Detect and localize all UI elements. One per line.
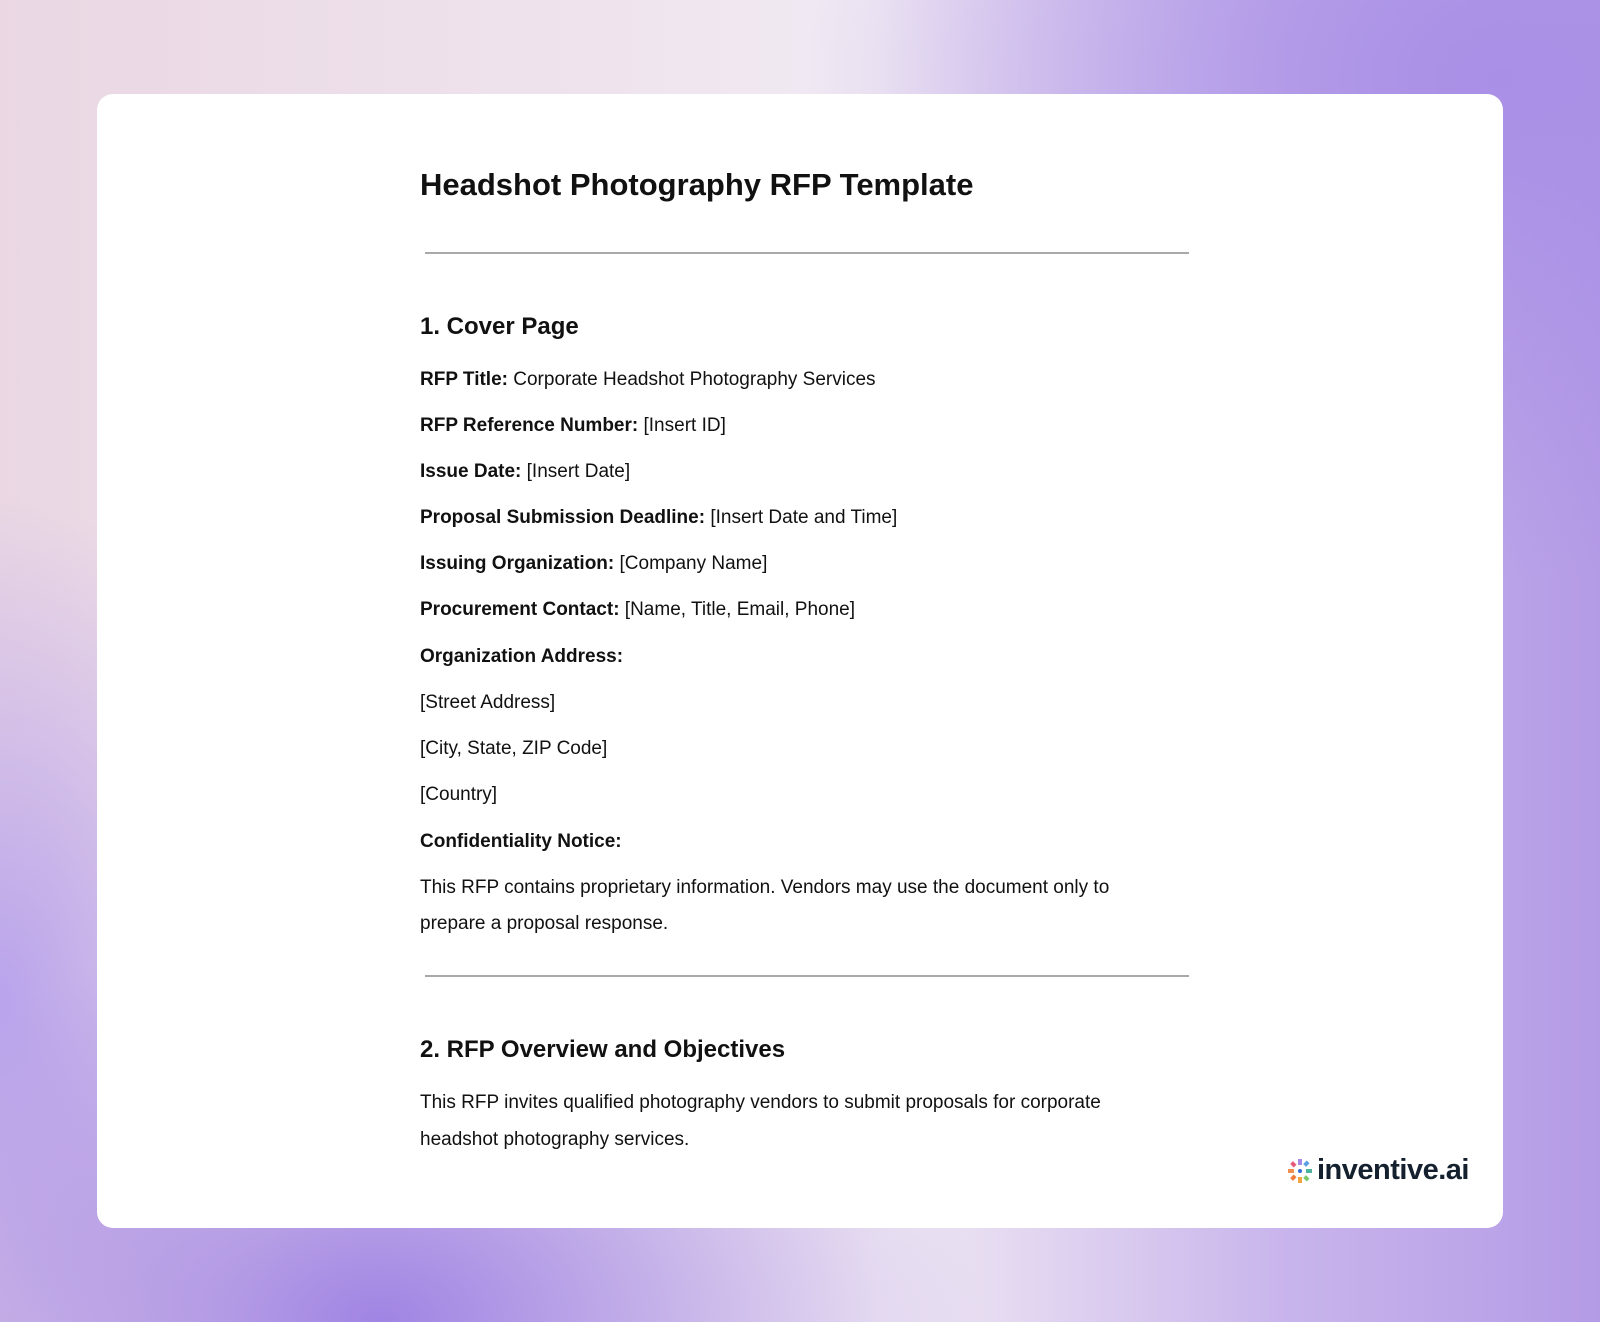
field-submission-deadline: Proposal Submission Deadline: [Insert Date and Time] bbox=[420, 507, 898, 528]
overview-text-line1: This RFP invites qualified photography vendors to submit proposals for corporate bbox=[420, 1092, 1101, 1113]
field-procurement-contact: Procurement Contact: [Name, Title, Email, Phone] bbox=[420, 599, 856, 620]
field-issue-date: Issue Date: [Insert Date] bbox=[420, 461, 631, 482]
overview-text-line2: headshot photography services. bbox=[420, 1129, 690, 1150]
document-card bbox=[97, 94, 1503, 1228]
confidentiality-label: Confidentiality Notice: bbox=[420, 831, 622, 852]
address-city: [City, State, ZIP Code] bbox=[420, 738, 608, 759]
field-issuing-organization: Issuing Organization: [Company Name] bbox=[420, 553, 768, 574]
inventive-logo bbox=[1287, 1154, 1469, 1187]
field-rfp-title: RFP Title: Corporate Headshot Photography Services bbox=[420, 369, 876, 390]
divider bbox=[425, 252, 1189, 254]
confidentiality-text-line2: prepare a proposal response. bbox=[420, 913, 669, 934]
divider bbox=[425, 975, 1189, 977]
inventive-logo-icon bbox=[1287, 1158, 1313, 1184]
document-title: Headshot Photography RFP Template bbox=[420, 167, 974, 202]
address-street: [Street Address] bbox=[420, 692, 556, 713]
confidentiality-text-line1: This RFP contains proprietary information. Vendors may use the document only to bbox=[420, 877, 1110, 898]
field-organization-address: Organization Address: bbox=[420, 646, 624, 667]
logo-wordmark: inventive.ai bbox=[1317, 1154, 1469, 1186]
address-country: [Country] bbox=[420, 784, 498, 805]
field-reference-number: RFP Reference Number: [Insert ID] bbox=[420, 415, 726, 436]
section-heading-overview: 2. RFP Overview and Objectives bbox=[420, 1036, 786, 1063]
section-heading-cover-page: 1. Cover Page bbox=[420, 313, 579, 340]
